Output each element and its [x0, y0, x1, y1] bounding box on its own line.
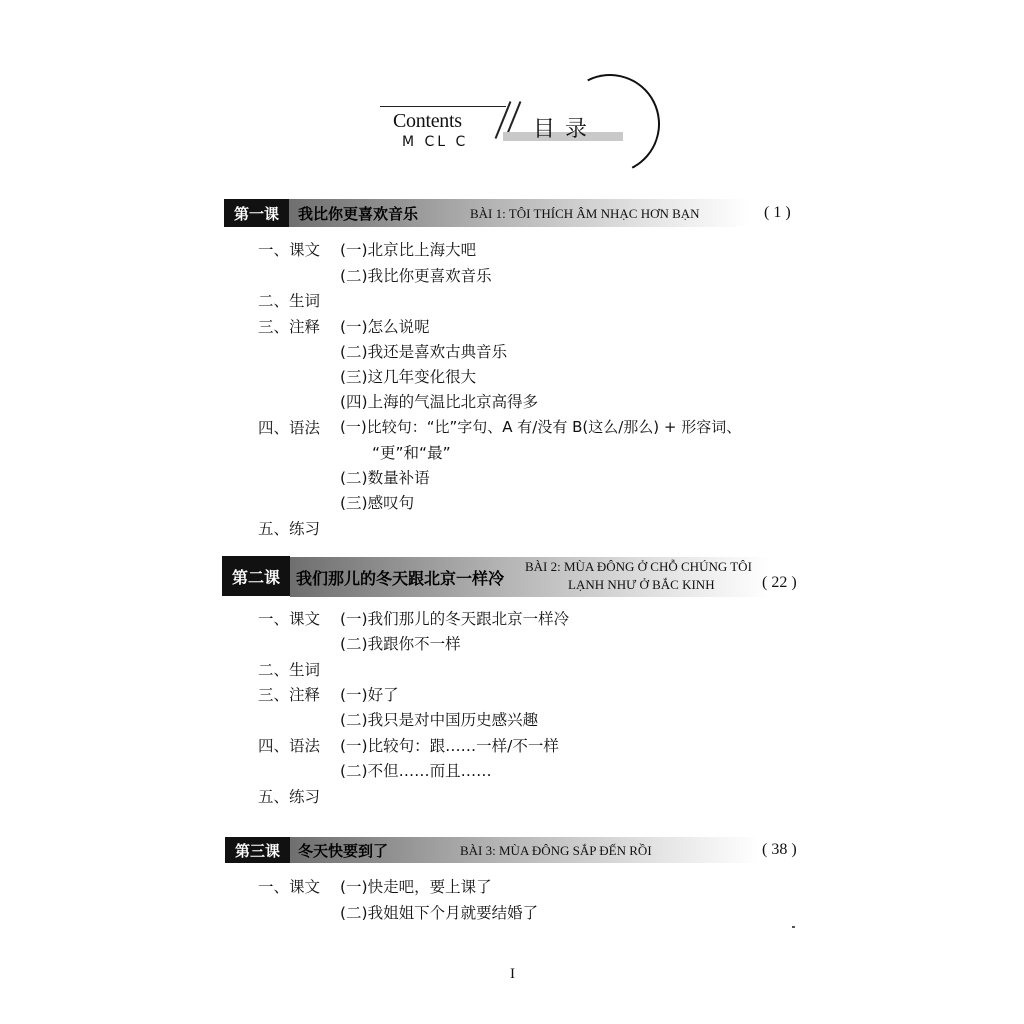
- lesson-2-section-notes: 三、注释: [258, 686, 321, 704]
- lesson-2-item: (一)比较句：跟……一样/不一样: [340, 737, 559, 755]
- lesson-2-item: (一)好了: [340, 686, 399, 704]
- lesson-1-label: 第一课: [224, 199, 289, 227]
- lesson-2-title-vi-line2: LẠNH NHƯ Ở BẮC KINH: [568, 577, 715, 592]
- lesson-1-section-vocab: 二、生词: [258, 292, 321, 310]
- lesson-2-section-text: 一、课文: [258, 610, 321, 628]
- lesson-1-item: (二)我还是喜欢古典音乐: [340, 343, 508, 361]
- lesson-2-item: (一)我们那儿的冬天跟北京一样冷: [340, 610, 570, 628]
- print-speck: [792, 926, 795, 928]
- lesson-3-page: ( 38 ): [762, 841, 797, 858]
- lesson-1-item: (三)这几年变化很大: [340, 368, 477, 386]
- lesson-2-label: 第二课: [222, 556, 290, 596]
- lesson-3-item: (二)我姐姐下个月就要结婚了: [340, 904, 539, 922]
- lesson-3-title-zh: 冬天快要到了: [298, 842, 389, 860]
- lesson-2-title-zh: 我们那儿的冬天跟北京一样冷: [296, 569, 505, 588]
- lesson-2-section-grammar: 四、语法: [258, 737, 321, 755]
- lesson-2-item: (二)不但……而且……: [340, 762, 492, 780]
- page-number: I: [510, 966, 515, 982]
- contents-heading-vi: M CL C: [402, 134, 469, 150]
- lesson-2-title-vi-line1: BÀI 2: MÙA ĐÔNG Ở CHỖ CHÚNG TÔI: [525, 559, 752, 574]
- header-rule: [380, 106, 506, 107]
- lesson-2-item: (二)我只是对中国历史感兴趣: [340, 711, 539, 729]
- lesson-3-item: (一)快走吧，要上课了: [340, 878, 492, 896]
- lesson-2-item: (二)我跟你不一样: [340, 635, 461, 653]
- lesson-1-section-exercise: 五、练习: [258, 520, 321, 538]
- lesson-1-section-text: 一、课文: [258, 241, 321, 259]
- lesson-1-title-vi: BÀI 1: TÔI THÍCH ÂM NHẠC HƠN BẠN: [470, 206, 700, 221]
- lesson-3-title-vi: BÀI 3: MÙA ĐÔNG SẮP ĐẾN RỒI: [460, 843, 652, 858]
- contents-heading-zh: 目录: [533, 117, 598, 142]
- lesson-2-section-vocab: 二、生词: [258, 661, 321, 679]
- lesson-1-item: (一)比较句：“比”字句、A 有/没有 B(这么/那么) + 形容词、: [340, 418, 742, 436]
- lesson-2-page: ( 22 ): [762, 574, 797, 591]
- lesson-1-page: ( 1 ): [764, 204, 791, 221]
- lesson-1-item: (二)数量补语: [340, 469, 430, 487]
- lesson-3-label: 第三课: [225, 837, 290, 863]
- lesson-1-section-notes: 三、注释: [258, 318, 321, 336]
- lesson-2-section-exercise: 五、练习: [258, 788, 321, 806]
- lesson-3-section-text: 一、课文: [258, 878, 321, 896]
- lesson-1-title-zh: 我比你更喜欢音乐: [298, 205, 419, 223]
- lesson-1-item: (三)感叹句: [340, 494, 415, 512]
- lesson-1-section-grammar: 四、语法: [258, 419, 321, 437]
- lesson-1-item: (一)怎么说呢: [340, 318, 430, 336]
- lesson-1-item: “更”和“最”: [372, 444, 451, 462]
- lesson-1-item: (四)上海的气温比北京高得多: [340, 393, 539, 411]
- lesson-1-item: (二)我比你更喜欢音乐: [340, 267, 492, 285]
- contents-heading-en: Contents: [393, 110, 462, 132]
- lesson-1-item: (一)北京比上海大吧: [340, 241, 477, 259]
